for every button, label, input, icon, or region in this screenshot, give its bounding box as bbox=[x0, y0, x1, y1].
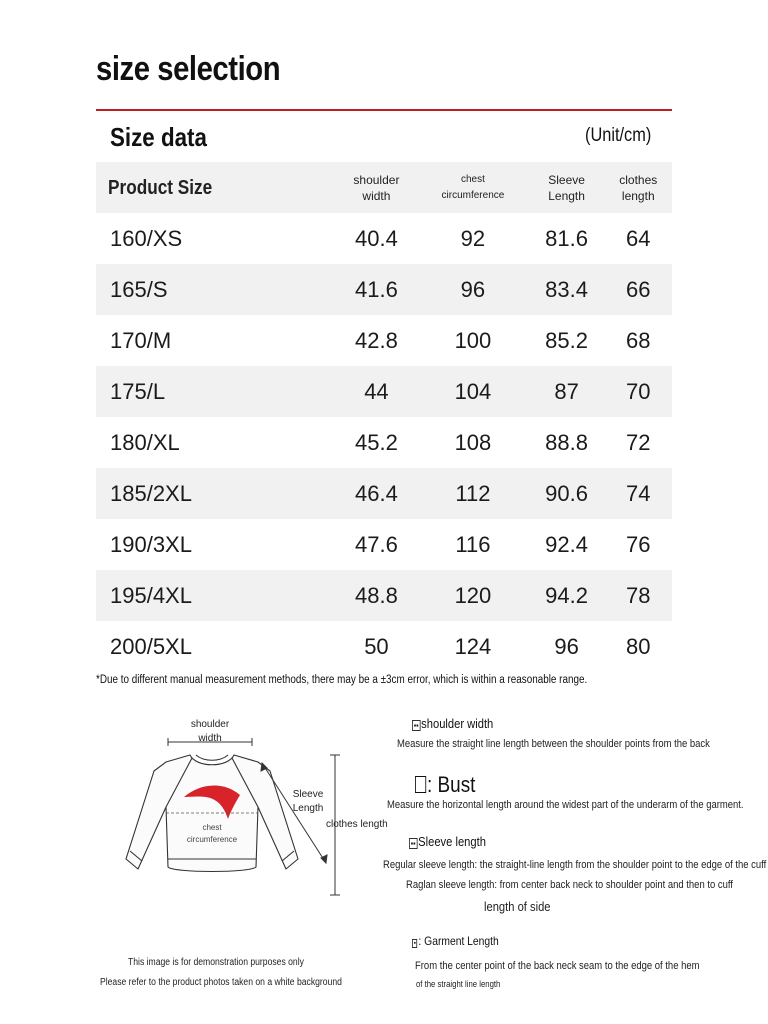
garment-desc-line-1: From the center point of the back neck seam to the edge of the hem bbox=[415, 960, 700, 972]
table-row bbox=[96, 570, 672, 621]
col-header-shoulder: shoulder width bbox=[353, 172, 400, 203]
col-header-sleeve: Sleeve Length bbox=[548, 172, 585, 203]
numeral-icon: ▪ bbox=[413, 940, 416, 947]
cell-sleeve: 87 bbox=[554, 378, 579, 404]
clothes-length-label: clothes length bbox=[326, 819, 388, 830]
cell-size: 195/4XL bbox=[110, 582, 192, 608]
cell-clothes: 70 bbox=[626, 378, 651, 404]
sleeve-desc-regular: Regular sleeve length: the straight-line length from the shoulder point to the edge of the cuff bbox=[383, 859, 767, 871]
numeral-icon: ▪▪ bbox=[410, 839, 416, 848]
cell-clothes: 78 bbox=[626, 582, 651, 608]
col-header-chest: chest circumference bbox=[441, 173, 505, 201]
cell-shoulder: 42.8 bbox=[355, 327, 398, 353]
cell-sleeve: 83.4 bbox=[545, 276, 588, 302]
col-header-clothes: clothes length bbox=[619, 172, 658, 203]
cell-chest: 124 bbox=[454, 633, 492, 659]
cell-clothes: 76 bbox=[626, 531, 651, 557]
cell-sleeve: 92.4 bbox=[545, 531, 588, 557]
cell-sleeve: 90.6 bbox=[545, 480, 588, 506]
demo-note-line-2: Please refer to the product photos taken on a white background bbox=[100, 977, 342, 988]
cell-chest: 116 bbox=[455, 531, 491, 557]
measurement-note: *Due to different manual measurement methods, there may be a ±3cm error, which is within a reasonable range. bbox=[96, 674, 588, 686]
cell-size: 170/M bbox=[110, 327, 172, 353]
cell-size: 175/L bbox=[110, 378, 166, 404]
size-table bbox=[96, 162, 672, 672]
cell-shoulder: 41.6 bbox=[355, 276, 398, 302]
sleeve-length-label: Sleeve Length bbox=[292, 789, 324, 814]
cell-sleeve: 85.2 bbox=[545, 327, 588, 353]
title-divider bbox=[96, 109, 672, 111]
cell-sleeve: 94.2 bbox=[545, 582, 588, 608]
cell-size: 160/XS bbox=[110, 225, 183, 251]
cell-size: 165/S bbox=[110, 276, 168, 302]
cell-sleeve: 96 bbox=[554, 633, 579, 659]
shoulder-width-desc: Measure the straight line length between the shoulder points from the back bbox=[397, 738, 710, 750]
cell-shoulder: 44 bbox=[364, 378, 389, 404]
cell-size: 185/2XL bbox=[110, 480, 192, 506]
shoulder-width-label: shoulder width bbox=[190, 719, 230, 744]
bust-heading: : Bust bbox=[415, 772, 475, 798]
table-header-row bbox=[96, 162, 672, 213]
cell-clothes: 74 bbox=[626, 480, 651, 506]
cell-chest: 92 bbox=[460, 225, 486, 251]
table-row bbox=[96, 468, 672, 519]
numeral-icon: ▪▪ bbox=[413, 721, 419, 730]
table-row bbox=[96, 621, 672, 672]
cell-chest: 100 bbox=[454, 327, 492, 353]
table-row bbox=[96, 366, 672, 417]
page-title: size selection bbox=[96, 50, 281, 88]
cell-chest: 108 bbox=[454, 429, 492, 455]
garment-desc-line-2: of the straight line length bbox=[416, 979, 501, 989]
cell-clothes: 72 bbox=[626, 429, 651, 455]
demo-note-line-1: This image is for demonstration purposes only bbox=[128, 957, 304, 968]
numeral-icon bbox=[415, 776, 426, 793]
cell-shoulder: 45.2 bbox=[355, 429, 398, 455]
cell-size: 190/3XL bbox=[110, 531, 192, 557]
chest-circumference-label: chest circumference bbox=[186, 823, 238, 844]
cell-clothes: 66 bbox=[626, 276, 651, 302]
sleeve-desc-raglan: Raglan sleeve length: from center back neck to shoulder point and then to cuff bbox=[406, 879, 733, 891]
cell-clothes: 68 bbox=[626, 327, 651, 353]
table-row bbox=[96, 417, 672, 468]
table-row bbox=[96, 519, 672, 570]
cell-chest: 104 bbox=[454, 378, 492, 404]
section-title: Size data bbox=[110, 122, 207, 152]
sleeve-length-heading: ▪▪ Sleeve length bbox=[410, 834, 486, 849]
shoulder-width-heading: ▪▪ shoulder width bbox=[413, 716, 494, 731]
sleeve-desc-side: length of side bbox=[484, 899, 551, 914]
cell-clothes: 64 bbox=[626, 225, 651, 251]
bust-desc: Measure the horizontal length around the widest part of the underarm of the garment. bbox=[387, 799, 744, 811]
cell-shoulder: 40.4 bbox=[355, 225, 398, 251]
unit-label: (Unit/cm) bbox=[585, 125, 652, 146]
cell-shoulder: 50 bbox=[364, 633, 389, 659]
cell-chest: 120 bbox=[454, 582, 492, 608]
garment-length-heading: ▪ : Garment Length bbox=[413, 934, 499, 948]
cell-size: 180/XL bbox=[110, 429, 180, 455]
cell-clothes: 80 bbox=[626, 633, 651, 659]
cell-chest: 112 bbox=[455, 480, 491, 506]
cell-sleeve: 88.8 bbox=[545, 429, 588, 455]
cell-shoulder: 46.4 bbox=[355, 480, 398, 506]
cell-sleeve: 81.6 bbox=[545, 225, 588, 251]
cell-shoulder: 48.8 bbox=[355, 582, 398, 608]
table-row bbox=[96, 264, 672, 315]
cell-chest: 96 bbox=[460, 276, 486, 302]
cell-size: 200/5XL bbox=[110, 633, 192, 659]
cell-shoulder: 47.6 bbox=[355, 531, 398, 557]
col-header-product-size: Product Size bbox=[108, 176, 213, 199]
table-row bbox=[96, 315, 672, 366]
table-row bbox=[96, 213, 672, 264]
